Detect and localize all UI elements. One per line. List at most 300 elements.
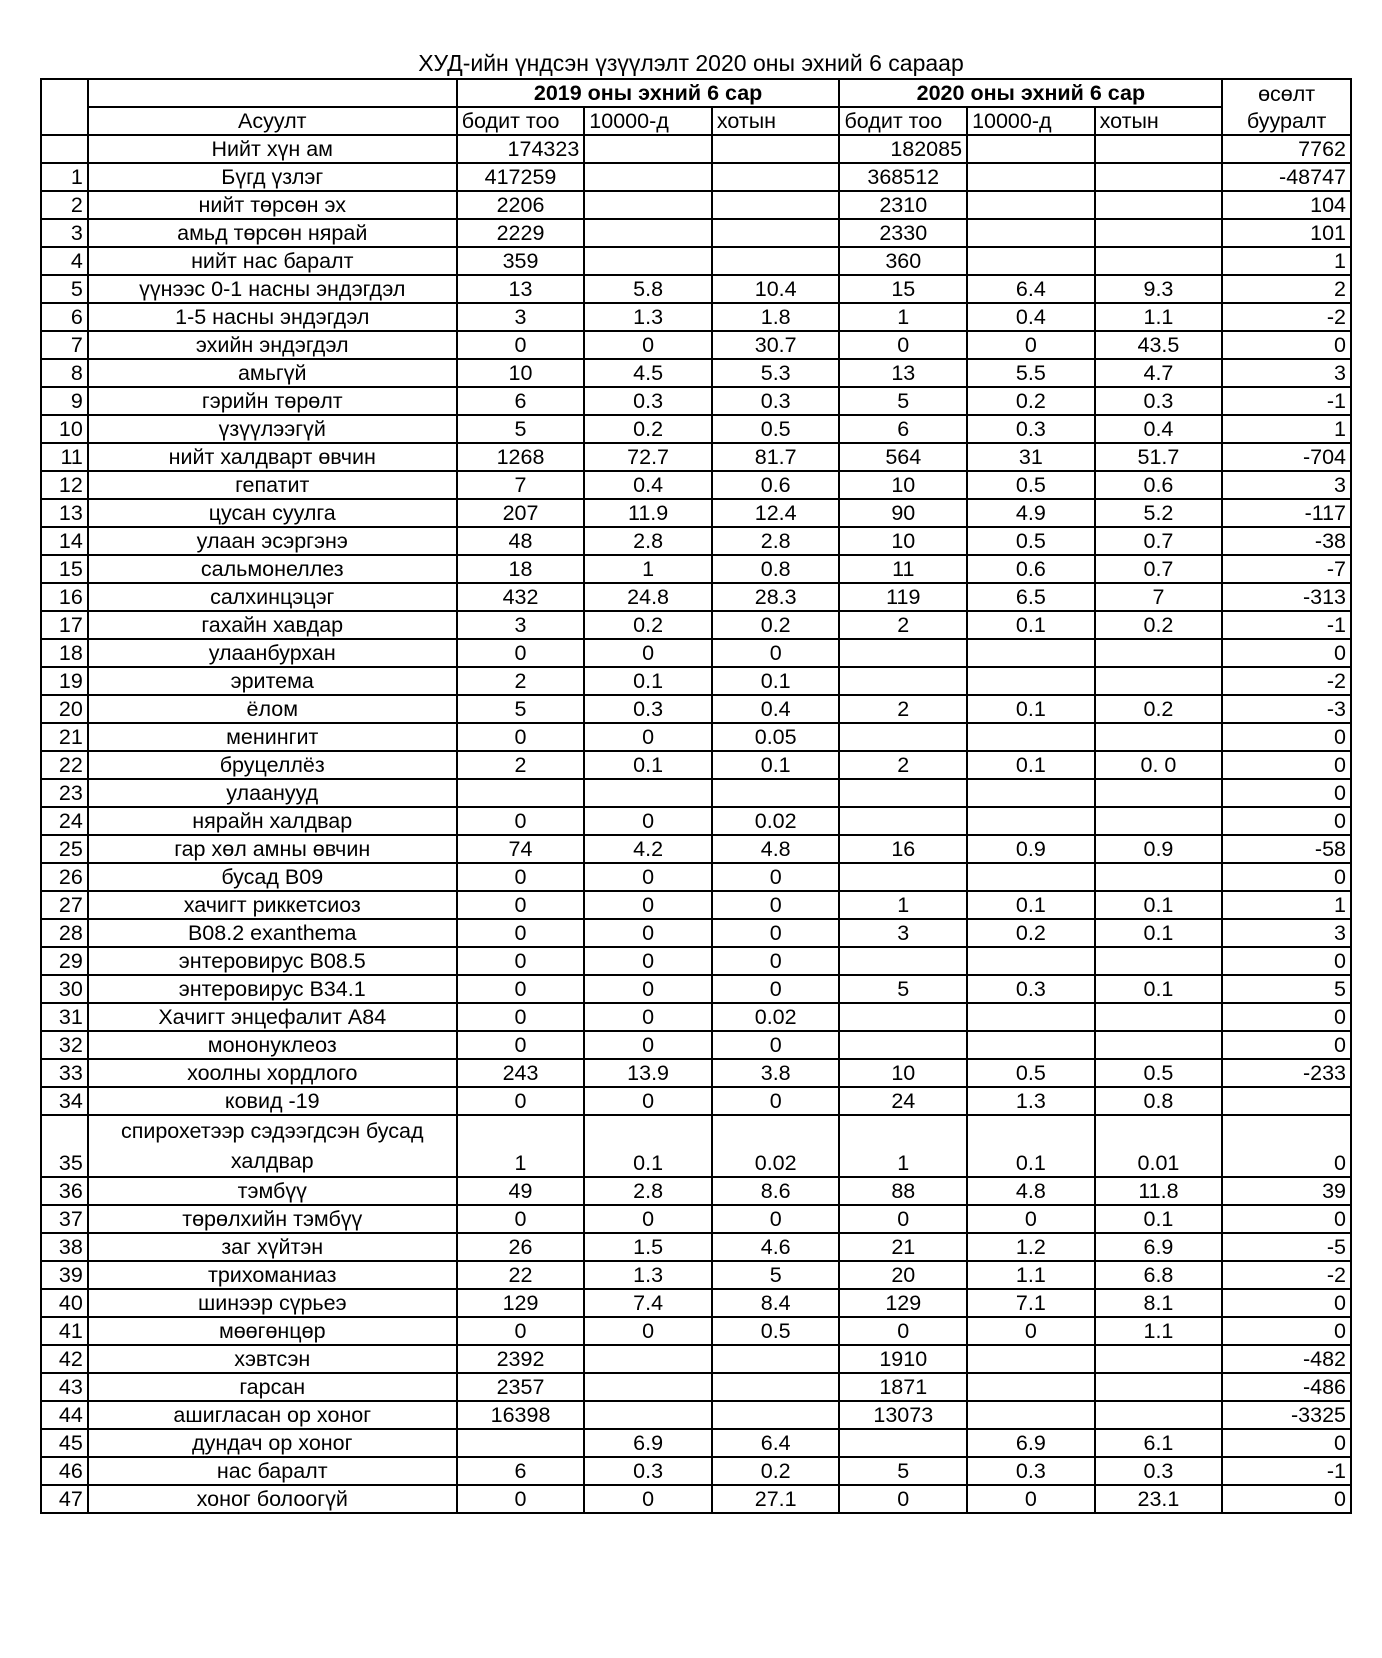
cell-c2019: 27.1 bbox=[712, 1485, 840, 1513]
cell-p2020: 0.1 bbox=[967, 891, 1095, 919]
cell-question: амьгүй bbox=[88, 359, 457, 387]
cell-no: 45 bbox=[41, 1429, 88, 1457]
cell-question: ёлом bbox=[88, 695, 457, 723]
cell-c2019: 4.8 bbox=[712, 835, 840, 863]
cell-p2020 bbox=[967, 1345, 1095, 1373]
header-actual-2020: бодит тоо bbox=[839, 107, 967, 135]
cell-no bbox=[41, 135, 88, 163]
table-row bbox=[41, 135, 1351, 163]
cell-question: Бүгд үзлэг bbox=[88, 163, 457, 191]
cell-question: бусад B09 bbox=[88, 863, 457, 891]
cell-p2019: 2.8 bbox=[584, 527, 712, 555]
cell-c2019: 0.05 bbox=[712, 723, 840, 751]
cell-change: -38 bbox=[1222, 527, 1351, 555]
cell-no: 42 bbox=[41, 1345, 88, 1373]
cell-a2019: 0 bbox=[457, 919, 585, 947]
cell-change: 1 bbox=[1222, 415, 1351, 443]
cell-p2019: 11.9 bbox=[584, 499, 712, 527]
cell-change: -48747 bbox=[1222, 163, 1351, 191]
cell-a2020: 0 bbox=[839, 1485, 967, 1513]
cell-c2019: 2.8 bbox=[712, 527, 840, 555]
cell-a2019: 6 bbox=[457, 1457, 585, 1485]
cell-p2020 bbox=[967, 1031, 1095, 1059]
cell-c2019: 0.6 bbox=[712, 471, 840, 499]
cell-no: 17 bbox=[41, 611, 88, 639]
cell-p2019: 72.7 bbox=[584, 443, 712, 471]
cell-question: заг хүйтэн bbox=[88, 1233, 457, 1261]
cell-no: 30 bbox=[41, 975, 88, 1003]
cell-a2020: 5 bbox=[839, 1457, 967, 1485]
table-row bbox=[41, 191, 1351, 219]
cell-a2019: 129 bbox=[457, 1289, 585, 1317]
cell-c2020 bbox=[1095, 807, 1223, 835]
cell-c2019: 0.3 bbox=[712, 387, 840, 415]
cell-a2019: 2206 bbox=[457, 191, 585, 219]
cell-a2020 bbox=[839, 1429, 967, 1457]
table-body bbox=[41, 135, 1351, 1513]
cell-c2019: 0.2 bbox=[712, 1457, 840, 1485]
cell-c2020: 0.7 bbox=[1095, 527, 1223, 555]
cell-a2020 bbox=[839, 667, 967, 695]
cell-p2019 bbox=[584, 1345, 712, 1373]
cell-change: 3 bbox=[1222, 919, 1351, 947]
cell-p2020: 0.9 bbox=[967, 835, 1095, 863]
cell-question: нийт нас баралт bbox=[88, 247, 457, 275]
cell-a2020: 1871 bbox=[839, 1373, 967, 1401]
cell-c2019 bbox=[712, 1401, 840, 1429]
cell-a2020: 2310 bbox=[839, 191, 967, 219]
cell-c2019: 0.02 bbox=[712, 1003, 840, 1031]
cell-question: ковид -19 bbox=[88, 1087, 457, 1115]
table-row bbox=[41, 723, 1351, 751]
document-title: ХУД-ийн үндсэн үзүүлэлт 2020 оны эхний 6 сараар bbox=[418, 50, 964, 76]
cell-a2019: 0 bbox=[457, 723, 585, 751]
cell-change: 0 bbox=[1222, 751, 1351, 779]
cell-c2020: 8.1 bbox=[1095, 1289, 1223, 1317]
header-city-2019: хотын bbox=[712, 107, 840, 135]
cell-question: эхийн эндэгдэл bbox=[88, 331, 457, 359]
cell-change: 0 bbox=[1222, 947, 1351, 975]
cell-p2020 bbox=[967, 723, 1095, 751]
cell-c2019: 0 bbox=[712, 947, 840, 975]
cell-a2020: 15 bbox=[839, 275, 967, 303]
cell-change: 1 bbox=[1222, 891, 1351, 919]
cell-no: 19 bbox=[41, 667, 88, 695]
header-row-2 bbox=[41, 107, 1351, 135]
cell-p2020 bbox=[967, 779, 1095, 807]
cell-c2020: 0.4 bbox=[1095, 415, 1223, 443]
cell-p2019: 0.3 bbox=[584, 1457, 712, 1485]
cell-c2019: 28.3 bbox=[712, 583, 840, 611]
cell-p2020: 0 bbox=[967, 1205, 1095, 1233]
cell-change: -2 bbox=[1222, 303, 1351, 331]
cell-question: эритема bbox=[88, 667, 457, 695]
cell-p2020: 0.5 bbox=[967, 471, 1095, 499]
cell-no: 23 bbox=[41, 779, 88, 807]
cell-change: -482 bbox=[1222, 1345, 1351, 1373]
cell-p2020: 0.3 bbox=[967, 415, 1095, 443]
cell-no: 6 bbox=[41, 303, 88, 331]
cell-a2020 bbox=[839, 723, 967, 751]
cell-no: 3 bbox=[41, 219, 88, 247]
cell-a2019: 10 bbox=[457, 359, 585, 387]
cell-p2019: 1.3 bbox=[584, 1261, 712, 1289]
cell-p2020: 0.1 bbox=[967, 695, 1095, 723]
cell-a2020: 2330 bbox=[839, 219, 967, 247]
cell-change bbox=[1222, 1087, 1351, 1115]
cell-c2020 bbox=[1095, 135, 1223, 163]
cell-a2020: 2 bbox=[839, 611, 967, 639]
cell-question: бруцеллёз bbox=[88, 751, 457, 779]
cell-a2020: 0 bbox=[839, 1317, 967, 1345]
cell-question: мөөгөнцөр bbox=[88, 1317, 457, 1345]
cell-no: 40 bbox=[41, 1289, 88, 1317]
cell-p2019: 4.5 bbox=[584, 359, 712, 387]
cell-question: хачигт риккетсиоз bbox=[88, 891, 457, 919]
cell-change: -2 bbox=[1222, 667, 1351, 695]
cell-c2019: 0.4 bbox=[712, 695, 840, 723]
cell-a2020: 1 bbox=[839, 1115, 967, 1177]
table-row bbox=[41, 359, 1351, 387]
cell-question: энтеровирус B08.5 bbox=[88, 947, 457, 975]
cell-p2020 bbox=[967, 1401, 1095, 1429]
table-row bbox=[41, 1177, 1351, 1205]
cell-change: -486 bbox=[1222, 1373, 1351, 1401]
cell-c2019: 8.4 bbox=[712, 1289, 840, 1317]
table-row bbox=[41, 443, 1351, 471]
cell-p2020 bbox=[967, 947, 1095, 975]
cell-p2020: 0.2 bbox=[967, 387, 1095, 415]
cell-p2019: 7.4 bbox=[584, 1289, 712, 1317]
cell-c2020 bbox=[1095, 667, 1223, 695]
cell-no: 12 bbox=[41, 471, 88, 499]
cell-no: 25 bbox=[41, 835, 88, 863]
cell-p2019: 0.3 bbox=[584, 387, 712, 415]
cell-change: 0 bbox=[1222, 807, 1351, 835]
table-row bbox=[41, 1233, 1351, 1261]
cell-p2020: 0.1 bbox=[967, 611, 1095, 639]
table-row bbox=[41, 1087, 1351, 1115]
cell-p2019 bbox=[584, 135, 712, 163]
table-row bbox=[41, 555, 1351, 583]
cell-c2019: 1.8 bbox=[712, 303, 840, 331]
table-row bbox=[41, 1429, 1351, 1457]
cell-no: 35 bbox=[41, 1115, 88, 1177]
cell-question: менингит bbox=[88, 723, 457, 751]
cell-a2019: 207 bbox=[457, 499, 585, 527]
cell-a2020: 10 bbox=[839, 527, 967, 555]
cell-p2019: 0 bbox=[584, 723, 712, 751]
cell-p2020 bbox=[967, 135, 1095, 163]
cell-c2020: 0.8 bbox=[1095, 1087, 1223, 1115]
cell-p2020: 4.9 bbox=[967, 499, 1095, 527]
cell-p2020: 0 bbox=[967, 1485, 1095, 1513]
cell-a2020: 20 bbox=[839, 1261, 967, 1289]
cell-p2020: 0 bbox=[967, 1317, 1095, 1345]
header-change-bottom: бууралт bbox=[1222, 107, 1351, 135]
header-per10000-2020: 10000-д bbox=[967, 107, 1095, 135]
cell-c2019: 12.4 bbox=[712, 499, 840, 527]
cell-c2020: 11.8 bbox=[1095, 1177, 1223, 1205]
cell-c2020: 0.7 bbox=[1095, 555, 1223, 583]
cell-question: улаан эсэргэнэ bbox=[88, 527, 457, 555]
table-row bbox=[41, 695, 1351, 723]
cell-a2019: 2229 bbox=[457, 219, 585, 247]
cell-c2020 bbox=[1095, 1345, 1223, 1373]
cell-a2019: 0 bbox=[457, 863, 585, 891]
cell-p2019 bbox=[584, 779, 712, 807]
table-row bbox=[41, 1003, 1351, 1031]
cell-c2019: 0.5 bbox=[712, 415, 840, 443]
cell-c2020: 0. 0 bbox=[1095, 751, 1223, 779]
cell-p2019: 1.5 bbox=[584, 1233, 712, 1261]
cell-p2020 bbox=[967, 807, 1095, 835]
cell-question: Хачигт энцефалит A84 bbox=[88, 1003, 457, 1031]
cell-c2019 bbox=[712, 779, 840, 807]
cell-no: 41 bbox=[41, 1317, 88, 1345]
cell-c2020: 6.9 bbox=[1095, 1233, 1223, 1261]
cell-a2020: 13 bbox=[839, 359, 967, 387]
cell-question: улаанууд bbox=[88, 779, 457, 807]
cell-p2019: 0.2 bbox=[584, 611, 712, 639]
cell-change: 0 bbox=[1222, 639, 1351, 667]
cell-a2020: 129 bbox=[839, 1289, 967, 1317]
table-row bbox=[41, 891, 1351, 919]
cell-a2020: 13073 bbox=[839, 1401, 967, 1429]
cell-a2020: 564 bbox=[839, 443, 967, 471]
cell-a2019: 16398 bbox=[457, 1401, 585, 1429]
cell-a2019 bbox=[457, 779, 585, 807]
cell-question: цусан суулга bbox=[88, 499, 457, 527]
cell-p2019: 0 bbox=[584, 1031, 712, 1059]
cell-p2020: 0.6 bbox=[967, 555, 1095, 583]
cell-a2020: 119 bbox=[839, 583, 967, 611]
cell-a2019: 2 bbox=[457, 751, 585, 779]
cell-p2019: 0 bbox=[584, 863, 712, 891]
cell-no: 28 bbox=[41, 919, 88, 947]
cell-change: 2 bbox=[1222, 275, 1351, 303]
table-row bbox=[41, 583, 1351, 611]
cell-no: 27 bbox=[41, 891, 88, 919]
cell-a2019: 74 bbox=[457, 835, 585, 863]
cell-no: 37 bbox=[41, 1205, 88, 1233]
cell-a2019: 2392 bbox=[457, 1345, 585, 1373]
cell-p2020 bbox=[967, 863, 1095, 891]
cell-p2019 bbox=[584, 219, 712, 247]
cell-p2020: 7.1 bbox=[967, 1289, 1095, 1317]
cell-no: 46 bbox=[41, 1457, 88, 1485]
cell-no: 22 bbox=[41, 751, 88, 779]
cell-a2020 bbox=[839, 639, 967, 667]
cell-question: гарсан bbox=[88, 1373, 457, 1401]
cell-change: 0 bbox=[1222, 1031, 1351, 1059]
cell-question: төрөлхийн тэмбүү bbox=[88, 1205, 457, 1233]
cell-c2020: 9.3 bbox=[1095, 275, 1223, 303]
cell-a2019: 432 bbox=[457, 583, 585, 611]
cell-c2020: 0.2 bbox=[1095, 611, 1223, 639]
header-row-1 bbox=[41, 79, 1351, 107]
cell-question: гепатит bbox=[88, 471, 457, 499]
cell-c2020 bbox=[1095, 191, 1223, 219]
table-row bbox=[41, 331, 1351, 359]
cell-a2019: 0 bbox=[457, 1317, 585, 1345]
cell-c2019 bbox=[712, 163, 840, 191]
cell-question: шинээр сүрьеэ bbox=[88, 1289, 457, 1317]
cell-question: салхинцэцэг bbox=[88, 583, 457, 611]
cell-a2020 bbox=[839, 947, 967, 975]
cell-a2019: 1268 bbox=[457, 443, 585, 471]
cell-p2020: 6.9 bbox=[967, 1429, 1095, 1457]
cell-change: -5 bbox=[1222, 1233, 1351, 1261]
cell-no: 9 bbox=[41, 387, 88, 415]
table-row bbox=[41, 611, 1351, 639]
cell-change: 104 bbox=[1222, 191, 1351, 219]
cell-a2019: 3 bbox=[457, 303, 585, 331]
table-row bbox=[41, 303, 1351, 331]
cell-question: нийт халдварт өвчин bbox=[88, 443, 457, 471]
cell-c2019: 0 bbox=[712, 919, 840, 947]
cell-change: -2 bbox=[1222, 1261, 1351, 1289]
header-question: Асуулт bbox=[88, 107, 457, 135]
cell-c2020: 0.3 bbox=[1095, 1457, 1223, 1485]
cell-c2019: 0 bbox=[712, 639, 840, 667]
cell-c2019: 0.1 bbox=[712, 667, 840, 695]
cell-a2020: 11 bbox=[839, 555, 967, 583]
table-row bbox=[41, 1059, 1351, 1087]
cell-question: гар хөл амны өвчин bbox=[88, 835, 457, 863]
cell-p2020 bbox=[967, 191, 1095, 219]
cell-p2019: 0 bbox=[584, 331, 712, 359]
header-per10000-2019: 10000-д bbox=[584, 107, 712, 135]
cell-a2020: 182085 bbox=[839, 135, 967, 163]
cell-no: 1 bbox=[41, 163, 88, 191]
cell-p2020: 0.3 bbox=[967, 975, 1095, 1003]
cell-question: трихоманиаз bbox=[88, 1261, 457, 1289]
table-row bbox=[41, 1401, 1351, 1429]
cell-a2019: 2357 bbox=[457, 1373, 585, 1401]
cell-no: 16 bbox=[41, 583, 88, 611]
cell-c2019: 8.6 bbox=[712, 1177, 840, 1205]
table-row bbox=[41, 639, 1351, 667]
header-blank-no bbox=[41, 79, 88, 107]
cell-c2020: 23.1 bbox=[1095, 1485, 1223, 1513]
cell-p2019 bbox=[584, 191, 712, 219]
cell-a2020: 1910 bbox=[839, 1345, 967, 1373]
cell-c2019: 0 bbox=[712, 975, 840, 1003]
cell-no: 33 bbox=[41, 1059, 88, 1087]
cell-c2020 bbox=[1095, 1373, 1223, 1401]
cell-a2020: 368512 bbox=[839, 163, 967, 191]
cell-p2019 bbox=[584, 247, 712, 275]
cell-c2019 bbox=[712, 247, 840, 275]
cell-question: хэвтсэн bbox=[88, 1345, 457, 1373]
cell-c2020: 0.01 bbox=[1095, 1115, 1223, 1177]
cell-no: 31 bbox=[41, 1003, 88, 1031]
cell-c2020 bbox=[1095, 947, 1223, 975]
cell-change: -3325 bbox=[1222, 1401, 1351, 1429]
cell-c2019: 81.7 bbox=[712, 443, 840, 471]
cell-p2019: 0 bbox=[584, 919, 712, 947]
cell-a2019: 2 bbox=[457, 667, 585, 695]
cell-change: -313 bbox=[1222, 583, 1351, 611]
cell-p2020: 31 bbox=[967, 443, 1095, 471]
cell-change: -1 bbox=[1222, 387, 1351, 415]
cell-change: -7 bbox=[1222, 555, 1351, 583]
cell-no: 18 bbox=[41, 639, 88, 667]
cell-p2019: 1 bbox=[584, 555, 712, 583]
table-row bbox=[41, 919, 1351, 947]
cell-c2019: 3.8 bbox=[712, 1059, 840, 1087]
cell-a2020 bbox=[839, 1031, 967, 1059]
cell-a2019: 0 bbox=[457, 891, 585, 919]
cell-a2019: 0 bbox=[457, 1205, 585, 1233]
cell-a2019: 5 bbox=[457, 695, 585, 723]
cell-question: хоног болоогүй bbox=[88, 1485, 457, 1513]
table-row bbox=[41, 751, 1351, 779]
cell-a2019: 26 bbox=[457, 1233, 585, 1261]
cell-c2019: 0 bbox=[712, 1031, 840, 1059]
cell-no: 21 bbox=[41, 723, 88, 751]
cell-c2020: 0.1 bbox=[1095, 975, 1223, 1003]
cell-c2019 bbox=[712, 219, 840, 247]
cell-no: 11 bbox=[41, 443, 88, 471]
cell-a2019: 0 bbox=[457, 947, 585, 975]
cell-c2020: 4.7 bbox=[1095, 359, 1223, 387]
cell-c2019: 0.1 bbox=[712, 751, 840, 779]
cell-change: -1 bbox=[1222, 1457, 1351, 1485]
cell-p2020: 1.1 bbox=[967, 1261, 1095, 1289]
table-row bbox=[41, 527, 1351, 555]
cell-c2020 bbox=[1095, 1031, 1223, 1059]
cell-p2019: 0 bbox=[584, 1003, 712, 1031]
cell-p2020: 0.5 bbox=[967, 1059, 1095, 1087]
cell-c2019: 0 bbox=[712, 891, 840, 919]
cell-change: 101 bbox=[1222, 219, 1351, 247]
cell-a2019: 5 bbox=[457, 415, 585, 443]
cell-c2019 bbox=[712, 1345, 840, 1373]
cell-a2020: 2 bbox=[839, 751, 967, 779]
cell-a2019 bbox=[457, 1429, 585, 1457]
cell-c2020: 6.8 bbox=[1095, 1261, 1223, 1289]
cell-c2019: 6.4 bbox=[712, 1429, 840, 1457]
cell-c2020: 0.1 bbox=[1095, 919, 1223, 947]
cell-p2020: 0.5 bbox=[967, 527, 1095, 555]
cell-p2019: 5.8 bbox=[584, 275, 712, 303]
cell-change: 0 bbox=[1222, 1317, 1351, 1345]
cell-a2020 bbox=[839, 779, 967, 807]
cell-question: үүнээс 0-1 насны эндэгдэл bbox=[88, 275, 457, 303]
cell-a2019: 18 bbox=[457, 555, 585, 583]
cell-p2019: 1.3 bbox=[584, 303, 712, 331]
cell-p2020 bbox=[967, 639, 1095, 667]
cell-c2019: 0 bbox=[712, 1087, 840, 1115]
cell-c2019 bbox=[712, 191, 840, 219]
cell-p2020: 0.1 bbox=[967, 751, 1095, 779]
cell-c2019: 0.02 bbox=[712, 807, 840, 835]
cell-a2019: 359 bbox=[457, 247, 585, 275]
cell-a2019: 0 bbox=[457, 1087, 585, 1115]
cell-no: 15 bbox=[41, 555, 88, 583]
cell-a2020 bbox=[839, 1003, 967, 1031]
cell-p2020: 0 bbox=[967, 331, 1095, 359]
cell-change: 0 bbox=[1222, 1115, 1351, 1177]
cell-p2020: 0.2 bbox=[967, 919, 1095, 947]
cell-change: 0 bbox=[1222, 1429, 1351, 1457]
cell-change: -3 bbox=[1222, 695, 1351, 723]
cell-p2019: 0 bbox=[584, 891, 712, 919]
cell-c2019 bbox=[712, 1373, 840, 1401]
cell-p2019: 0.3 bbox=[584, 695, 712, 723]
